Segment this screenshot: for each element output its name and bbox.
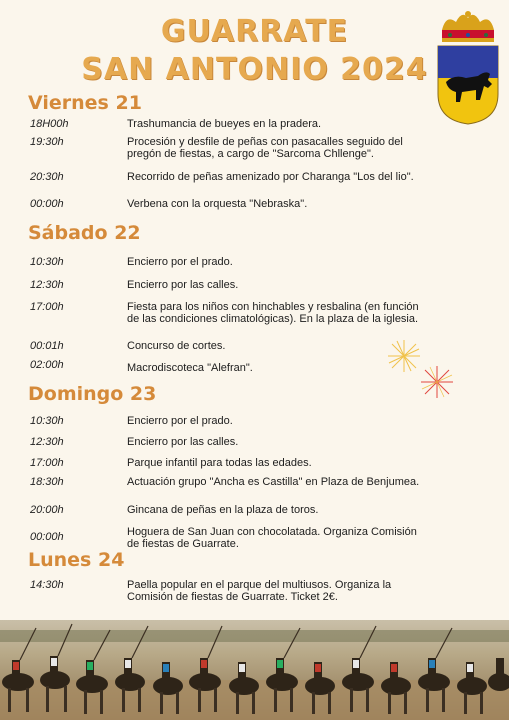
event-time: 02:00h xyxy=(30,359,64,371)
event-time: 14:30h xyxy=(30,579,64,591)
event-time: 20:00h xyxy=(30,504,64,516)
event-description: Procesión y desfile de peñas con pasacalles seguido del pregón de fiestas, a cargo de "Sarcoma Chllenge". xyxy=(127,136,403,160)
event-time: 00:00h xyxy=(30,531,64,543)
event-time: 17:00h xyxy=(30,457,64,469)
event-description: Concurso de cortes. xyxy=(127,340,226,352)
event-description: Trashumancia de bueyes en la pradera. xyxy=(127,118,322,130)
event-time: 00:01h xyxy=(30,340,64,352)
event-description: Verbena con la orquesta "Nebraska". xyxy=(127,198,308,210)
event-time: 12:30h xyxy=(30,436,64,448)
event-description: Paella popular en el parque del multiusos. Organiza la Comisión de fiestas de Guarrate. Ticket 2€. xyxy=(127,579,392,603)
event-description: Encierro por el prado. xyxy=(127,415,233,427)
day-heading-domingo: Domingo 23 xyxy=(28,383,157,405)
day-heading-lunes: Lunes 24 xyxy=(28,549,125,571)
poster-title-line2: SAN ANTONIO 2024 xyxy=(81,52,428,87)
event-time: 17:00h xyxy=(30,301,64,313)
event-time: 10:30h xyxy=(30,415,64,427)
event-time: 20:30h xyxy=(30,171,64,183)
bull-run-photo xyxy=(0,620,509,720)
event-description: Fiesta para los niños con hinchables y resbalina (en función de las condiciones climatológicas). En la plaza de la iglesia. xyxy=(127,301,419,325)
event-description: Gincana de peñas en la plaza de toros. xyxy=(127,504,319,516)
day-heading-sabado: Sábado 22 xyxy=(28,222,141,244)
event-description: Recorrido de peñas amenizado por Charanga "Los del lio". xyxy=(127,171,414,183)
event-time: 18H00h xyxy=(30,118,69,130)
event-description: Hoguera de San Juan con chocolatada. Organiza Comisión de fiestas de Guarrate. xyxy=(127,526,417,550)
event-description: Encierro por las calles. xyxy=(127,279,239,291)
poster-title-line1: GUARRATE xyxy=(160,14,349,49)
event-time: 18:30h xyxy=(30,476,64,488)
event-time: 00:00h xyxy=(30,198,64,210)
event-time: 19:30h xyxy=(30,136,64,148)
event-time: 10:30h xyxy=(30,256,64,268)
event-description: Macrodiscoteca "Alefran". xyxy=(127,362,253,374)
event-description: Parque infantil para todas las edades. xyxy=(127,457,312,469)
event-description: Actuación grupo "Ancha es Castilla" en Plaza de Benjumea. xyxy=(127,476,420,488)
event-time: 12:30h xyxy=(30,279,64,291)
event-description: Encierro por las calles. xyxy=(127,436,239,448)
coat-of-arms-icon xyxy=(436,8,500,126)
event-description: Encierro por el prado. xyxy=(127,256,233,268)
day-heading-viernes: Viernes 21 xyxy=(28,92,142,114)
